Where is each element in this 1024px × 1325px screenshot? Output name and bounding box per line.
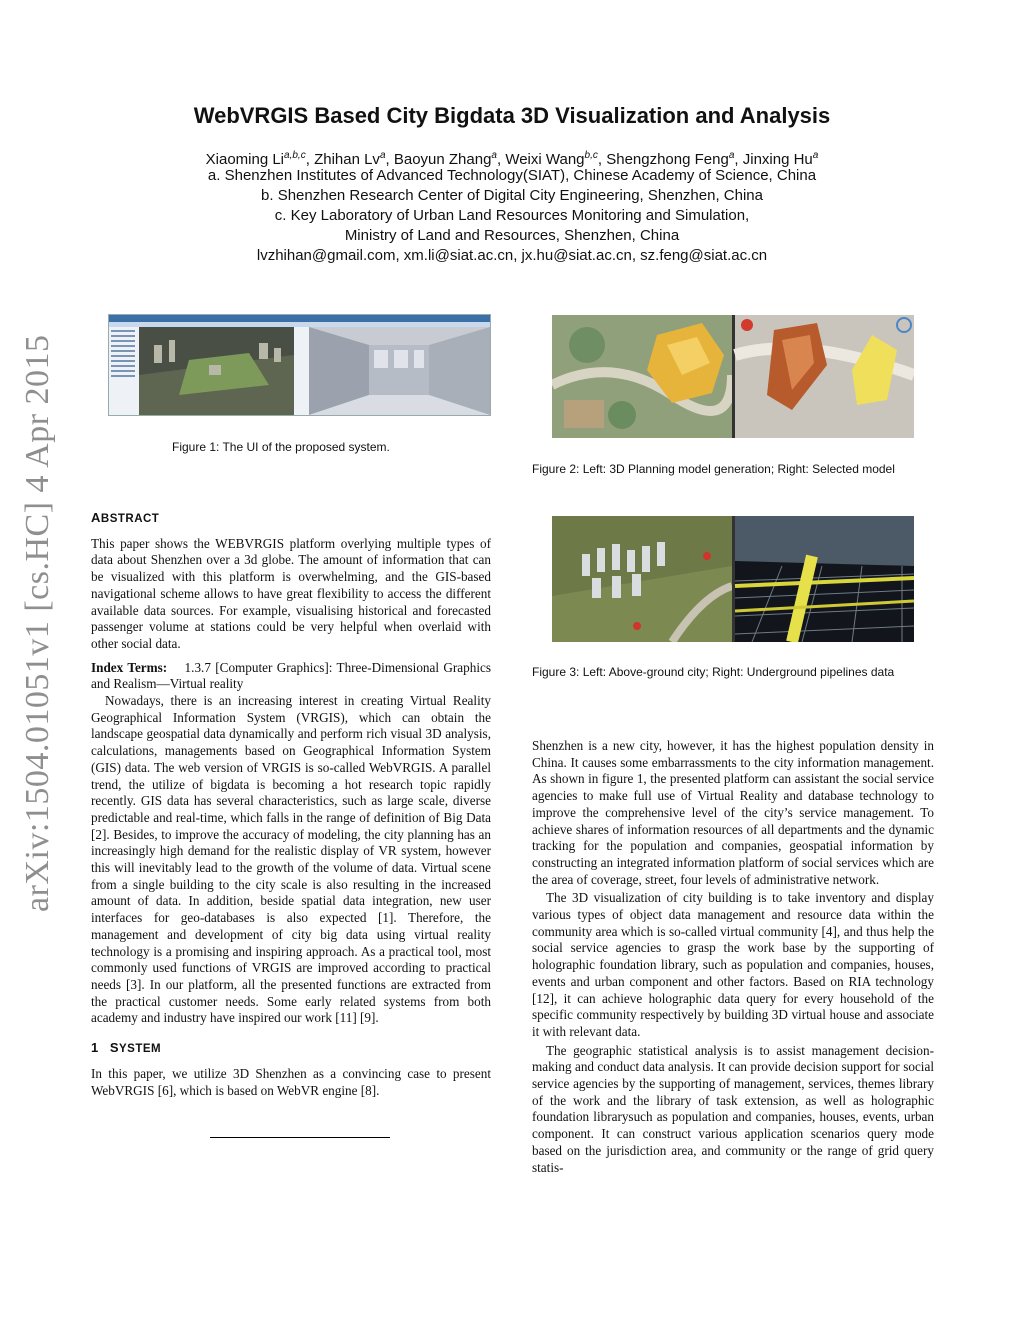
abstract-text: This paper shows the WEBVRGIS platform overlying multiple types of data about Shenzhen over a 3d globe. The amount of information that can be visualized with this platform is overwhelming, and the GIS-based navigational scheme allows to have great flexibility to access the different available data sources. For example, visualising historical and forecasted passenger volume at stations could be very helpful when overlaid with other social data.: [91, 535, 491, 651]
section-1-text: In this paper, we utilize 3D Shenzhen as a convincing case to present WebVRGIS [6], which is based on WebVR engine [8].: [91, 1065, 491, 1098]
affiliation-b: b. Shenzhen Research Center of Digital City Engineering, Shenzhen, China: [261, 187, 763, 204]
figure-2-illustration: [552, 315, 914, 438]
intro-paragraph: Nowadays, there is an increasing interest in creating Virtual Reality Geographical Information System (VRGIS), which can obtain the landscape geospatial data dynamically and perform rich visual 3D analysis, calculations, managements based on Geographical Information System (GIS) data. The web version of VRGIS is so-called WebVRGIS. A parallel trend, the utilize of bigdata is becoming a hot research topic rapidly recently. GIS data has several characteristics, such as large scale, diverse predictable and real-time, which falls in the range of definition of Big Data [2]. Besides, to improve the accuracy of modeling, the city planning has an increasingly high demand for the realistic display of VR system, however this will inevitably lead to the growth of the volume of data. Virtual scene from a single building to the city scale is also resulting in the increased amount of data. In addition, beside spatial data integration, new user interfaces for geo-databases is also expected [1]. Therefore, the management and development of city big data using virtual reality technology is a promising and inspiring approach. As a practical tool, most commonly used functions of VRGIS are improved according to practical needs [3]. In our platform, all the presented functions are extracted from the practical customer needs. Some early related systems from both academy and industry have inspired our work [11] [9].: [91, 693, 491, 1026]
figure-1-image: [108, 314, 491, 416]
figure-1-caption: Figure 1: The UI of the proposed system.: [172, 440, 390, 454]
affiliation-a: a. Shenzhen Institutes of Advanced Technology(SIAT), Chinese Academy of Science, China: [207, 167, 817, 184]
author: Weixi Wang: [505, 151, 585, 168]
footnote-rule: [210, 1137, 390, 1138]
affiliation-c-cont: Ministry of Land and Resources, Shenzhen, China: [344, 227, 680, 244]
abstract-heading: ABSTRACT: [91, 510, 160, 525]
right-column: [532, 738, 934, 1176]
index-terms: Index Terms: 1.3.7 [Computer Graphics]: Three-Dimensional Graphics and Realism—Virtual reality: [91, 659, 491, 692]
figure-3-image: [552, 516, 914, 642]
figure-3-illustration: [552, 516, 914, 642]
affiliation-c: c. Key Laboratory of Urban Land Resources Monitoring and Simulation,: [274, 207, 750, 224]
author-list: Xiaoming Li$^{a,b,c}$, Zhihan Lv$^a$, Baoyun Zhang$^a$, Weixi Wang$^{b,c}$, Shengzhong Feng$^a$, Jinxing Hu$^a$: [205, 150, 819, 168]
author: Xiaoming Li: [205, 151, 285, 168]
author: Shengzhong Feng: [606, 151, 729, 168]
figure-3-caption: Figure 3: Left: Above-ground city; Right: Underground pipelines data: [532, 665, 895, 679]
figure-2-caption: Figure 2: Left: 3D Planning model generation; Right: Selected model: [532, 462, 895, 476]
author: Baoyun Zhang: [393, 151, 492, 168]
section-1-heading: 1 SYSTEM: [91, 1040, 162, 1056]
figure-1-ui-illustration: [109, 315, 490, 415]
paper-title: WebVRGIS Based City Bigdata 3D Visualization and Analysis: [193, 103, 831, 128]
right-paragraph-1: Shenzhen is a new city, however, it has the highest population density in China. It causes some embarrassments to the city information management. As shown in figure 1, the presented platform can assistant the social service agencies to make full use of Virtual Reality and database technology to improve the comprehensive level of the city’s service management. To achieve shares of information resources of all departments and the dynamic tracking for the population and companies, geospatial information by constructing an integrated information platform of social services which are the area of coverage, street, four levels of administrative network.: [532, 738, 934, 887]
author: Jinxing Hu: [742, 151, 813, 168]
figure-2-image: [552, 315, 914, 438]
author-emails: lvzhihan@gmail.com, xm.li@siat.ac.cn, jx.hu@siat.ac.cn, sz.feng@siat.ac.cn: [256, 247, 768, 264]
left-column: [91, 510, 491, 1099]
arxiv-stamp: arXiv:1504.01051v1 [cs.HC] 4 Apr 2015: [19, 334, 56, 912]
author: Zhihan Lv: [314, 151, 380, 168]
right-paragraph-2: The 3D visualization of city building is to take inventory and display various types of object data management and resource data within the community area which is so-called virtual community [4], and thus help the social service agencies to grasp the work base by the supporting of holographic foundation library, such as population and companies, houses, events and urban component and other factors. Based on RIA technology [12], it can achieve holographic data query for every household of the specific community respectively by building 3D virtual house and associate it with relevant data.: [532, 890, 934, 1039]
right-paragraph-3: The geographic statistical analysis is to assist management decision-making and conduct data analysis. It can provide decision support for social service agencies by the supporting of management, services, themes library of the work and the library of task extension, as well as holographic foundation librarysuch as population and companies, houses, events, urban component. It can construct various application scenarios query mode based on the jurisdiction area, and community or the range of grid query statis-: [532, 1042, 934, 1175]
